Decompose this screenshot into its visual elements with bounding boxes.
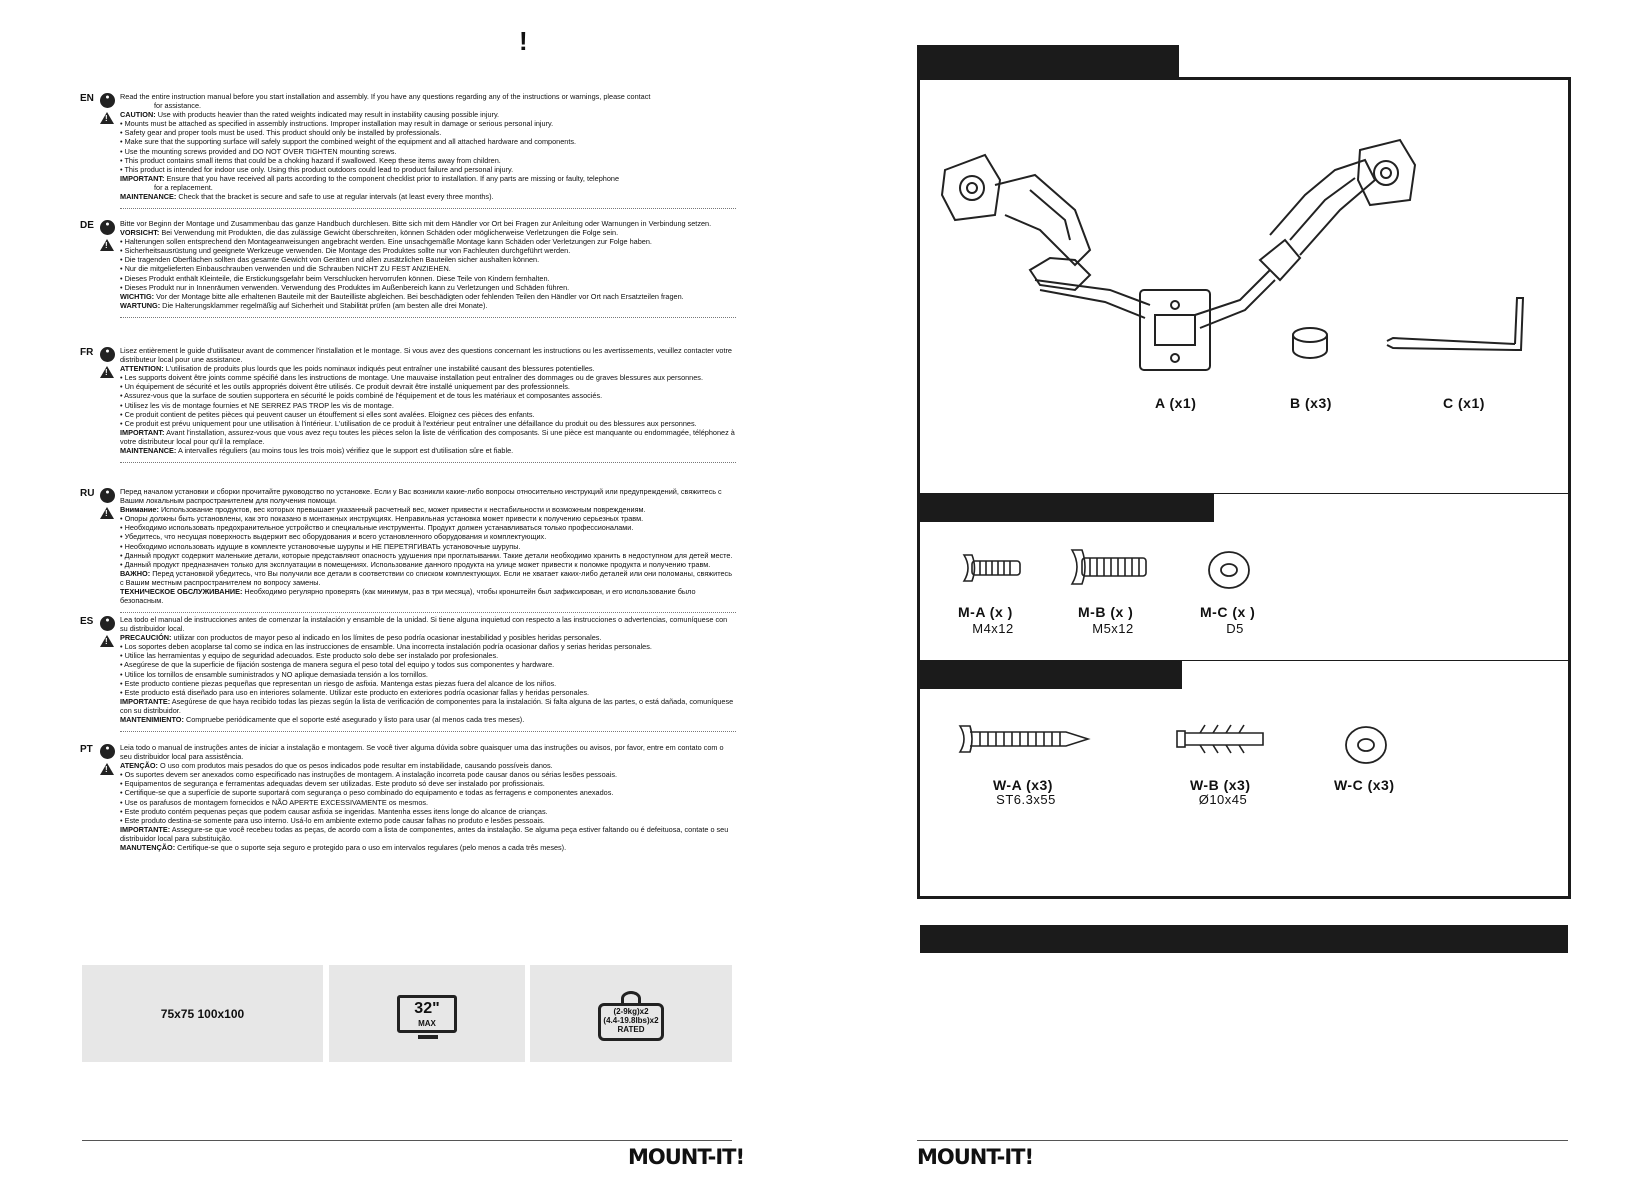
caution-line — [120, 364, 736, 373]
bullet-item: • Данный продукт предназначен только для эксплуатации в помещениях. Использование данного продукта на улице может привести к поломке продукта и получению травм. — [120, 559, 711, 569]
maintenance-text: Check that the bracket is secure and safe to use at regular intervals (at least every three months). — [178, 192, 494, 202]
language-code: EN — [80, 93, 94, 104]
bullet-item: • Ce produit contient de petites pièces qui peuvent causer un étouffement si elles sont avalées. Eloignez ces pièces des enfants. — [120, 409, 535, 419]
spec-vesa — [82, 965, 323, 1062]
maintenance-line — [120, 587, 736, 605]
maintenance-label: ТЕХНИЧЕСКОЕ ОБСЛУЖИВАНИЕ: — [120, 587, 243, 597]
intro-text: Перед началом установки и сборки прочитайте руководство по установке. Если у Вас возникли какие-либо вопросы относительно инструкций или предупреждений, свяжитесь с Вашим локальным распространителем для получения помощи. — [120, 487, 722, 506]
intro-text: Leia todo o manual de instruções antes de iniciar a instalação e montagem. Se você tiver alguma dúvida sobre quaisquer uma das instruções ou avisos, por favor, entre em contato com o seu distribuidor local para assistência. — [120, 743, 724, 762]
caution-text: Use with products heavier than the rated weights indicated may result in instability causing possible injury. — [157, 110, 500, 120]
bullet-item: • Un équipement de sécurité et les outils appropriés doivent être utilisés. Ce produit devrait être installé uniquement par des professionnels. — [120, 382, 570, 392]
bullet-item: • Sicherheitsausrüstung und geeignete Werkzeuge verwenden. Die Montage des Produktes sollte nur von Fachleuten durchgeführt werden. — [120, 246, 571, 256]
important-text: Avant l'installation, assurez-vous que vous avez reçu toutes les pièces selon la liste de vérification des composants. Si une pièce est manquante ou endommagée, téléphonez à votre distributeur local pour qu'il la remplace. — [120, 427, 735, 446]
language-code: RU — [80, 488, 95, 499]
maintenance-text: A intervalles réguliers (au moins tous les trois mois) vérifiez que le support est d'utilisation sûre et fiable. — [177, 446, 514, 456]
bullet-item: • This product contains small items that could be a choking hazard if swallowed. Keep these items away from children. — [120, 155, 501, 165]
wall-hardware-header-bar — [920, 660, 1182, 689]
important-line — [120, 174, 736, 183]
bullet-item: • Опоры должны быть установлены, как это показано в монтажных инструкциях. Неправильная установка может привести к получению серьезных травм. — [120, 514, 644, 524]
globe-icon: ● — [100, 347, 115, 362]
maintenance-label: MANUTENÇÃO: — [120, 843, 176, 853]
intro-continued: for assistance. — [154, 101, 202, 111]
globe-icon: ● — [100, 744, 115, 759]
bullet-item: • Необходимо использовать предохранительное устройство и специальные инструменты. Продукт должен устанавливаться только профессионалами. — [120, 523, 634, 533]
bullet-item: • Mounts must be attached as specified in assembly instructions. Improper installation may result in damage or serious personal injury. — [120, 119, 554, 129]
bullet-item: • Данный продукт содержит маленькие детали, которые представляют опасность удушения при проглатывании. Такие детали необходимо хранить в недоступном для детей месте. — [120, 550, 733, 560]
maintenance-label: MANTENIMIENTO: — [120, 715, 184, 725]
important-continued: for a replacement. — [154, 182, 213, 192]
caution-line — [120, 633, 736, 642]
warning-triangle-icon — [100, 763, 114, 775]
bullet-item: • Este producto contiene piezas pequeñas que representan un riesgo de asfixia. Mantenga estas piezas fuera del alcance de los niños. — [120, 678, 557, 688]
caution-text: O uso com produtos mais pesados do que os pesos indicados pode resultar em instabilidade, causando possíveis danos. — [160, 761, 553, 771]
bullet-item: • Utilisez les vis de montage fournies et NE SERREZ PAS TROP les vis de montage. — [120, 400, 394, 410]
maintenance-line — [120, 715, 736, 724]
section-divider — [120, 612, 736, 613]
lag-bolt-icon — [958, 724, 1090, 754]
monitor-icon — [397, 995, 457, 1033]
section-ru — [80, 487, 736, 605]
bullet-item: • Los soportes deben acoplarse tal como se indica en las instrucciones de ensamble. Una incorrecta instalación podría ocasionar daños y serias heridas personales. — [120, 642, 652, 652]
section-es — [80, 615, 736, 724]
important-label: IMPORTANTE: — [120, 824, 171, 834]
bullet-item: • Необходимо использовать идущие в комплекте установочные шурупы и НЕ ПЕРЕТЯГИВАТЬ установочные шурупы. — [120, 541, 521, 551]
maintenance-line — [120, 192, 736, 201]
part-size: M4x12 — [972, 621, 1014, 636]
part-size: M5x12 — [1092, 621, 1134, 636]
footer-divider-left — [82, 1140, 732, 1141]
language-code: FR — [80, 347, 94, 358]
language-code: DE — [80, 220, 94, 231]
section-divider — [120, 462, 736, 463]
important-text: Перед установкой убедитесь, что Вы получили все детали в соответствии со списком комплектующих. Если не хватает каких-либо деталей или они поломаны, свяжитесь с Вашим местным распространителем по вопросу замены. — [120, 568, 733, 587]
important-text: Assegure-se que você recebeu todas as peças, de acordo com a lista de componentes, antes da instalação. Se alguma peça estiver faltando ou é defeituosa, contate o seu distribuidor local para substituição. — [120, 824, 729, 843]
bullet-item: • Este produto contém pequenas peças que podem causar asfixia se ingeridas. Mantenha esses itens longe do alcance de crianças. — [120, 806, 548, 816]
globe-icon: ● — [100, 488, 115, 503]
section-body — [120, 743, 736, 852]
maintenance-label: MAINTENANCE: — [120, 446, 177, 456]
important-label: IMPORTANT: — [120, 173, 165, 183]
language-code: ES — [80, 616, 94, 627]
caution-text: utilizar con productos de mayor peso al indicado en los límites de peso podría ocasionar inestabilidad y posibles heridas personales. — [173, 633, 602, 643]
bullet-item: • Make sure that the supporting surface will safely support the combined weight of the equipment and all attached hardware and components. — [120, 137, 577, 147]
section-en — [80, 92, 736, 201]
important-label: ВАЖНО: — [120, 568, 151, 578]
intro-text: Bitte vor Beginn der Montage und Zusammenbau das ganze Handbuch durchlesen. Bitte sich mit dem Händler vor Ort bei Fragen zur Anleitung oder Warnungen in Verbindung setzen. — [120, 219, 712, 228]
important-line — [120, 825, 736, 843]
bullet-item: • Este produto destina-se somente para uso interno. Usá-lo em ambiente externo pode causar falhas no produto e lesões pessoais. — [120, 815, 545, 825]
screen-size-value: 32" — [414, 999, 440, 1017]
bullet-item: • Use the mounting screws provided and DO NOT OVER TIGHTEN mounting screws. — [120, 146, 397, 156]
part-label: M-A (x ) — [958, 604, 1013, 620]
bullet-item: • Este producto está diseñado para uso en interiores solamente. Utilizar este producto en exteriores podría ocasionar fallas y heridas personales. — [120, 687, 590, 697]
dual-arm-mount-illustration — [940, 140, 1430, 380]
important-label: IMPORTANT: — [120, 427, 165, 437]
globe-icon: ● — [100, 616, 115, 631]
important-label: IMPORTANTE: — [120, 696, 171, 706]
important-line — [120, 292, 736, 301]
maintenance-text: Compruebe periódicamente que el soporte esté asegurado y listo para usar (al menos cada tres meses). — [185, 715, 525, 725]
caution-label: Внимание: — [120, 505, 159, 515]
bullet-item: • Safety gear and proper tools must be used. This product should only be installed by professionals. — [120, 128, 442, 138]
caution-line — [120, 110, 736, 119]
part-label: C (x1) — [1443, 395, 1485, 411]
warning-triangle-icon — [100, 239, 114, 251]
part-label: W-C (x3) — [1334, 777, 1395, 793]
bullet-item: • Utilice las herramientas y equipo de seguridad adecuados. Este producto solo debe ser instalado por profesionales. — [120, 651, 499, 661]
part-size: D5 — [1226, 621, 1244, 636]
important-text: Ensure that you have received all parts according to the component checklist prior to installation. If any parts are missing or faulty, telephone — [166, 173, 619, 183]
section-de — [80, 219, 736, 310]
caution-line — [120, 228, 736, 237]
footer-divider-right — [917, 1140, 1568, 1141]
intro-text: Lisez entièrement le guide d'utilisateur avant de commencer l'installation et le montage. Si vous avez des questions concernant les instructions ou les avertissements, veuillez contacter votre distributeur local pour une assistance. — [120, 346, 732, 365]
globe-icon: ● — [100, 93, 115, 108]
section-body — [120, 346, 736, 455]
caution-label: CAUTION: — [120, 110, 156, 120]
section-divider — [120, 317, 736, 318]
caution-text: L'utilisation de produits plus lourds que les poids nominaux indiqués peut entraîner une instabilité causant des blessures potentielles. — [165, 364, 595, 374]
bullet-item: • Equipamentos de segurança e ferramentas adequadas devem ser utilizadas. Este produto só deve ser instalado por profissionais. — [120, 779, 545, 789]
maintenance-line — [120, 446, 736, 455]
bullet-item: • Certifique-se que a superfície de suporte suportará com segurança o peso combinado do equipamento e todas as ferragens e componentes anexados. — [120, 788, 614, 798]
bullet-item: • Utilice los tornillos de ensamble suministrados y NO aplique demasiada tensión a los tornillos. — [120, 669, 428, 679]
brand-logo-right: MOUNT-IT! — [917, 1145, 1034, 1169]
bullet-item: • Nur die mitgelieferten Einbauschrauben verwenden und die Schrauben NICHT ZU FEST ANZIEHEN. — [120, 264, 451, 274]
part-size: ST6.3x55 — [996, 792, 1056, 807]
vesa-value: 75x75 100x100 — [160, 1006, 245, 1021]
monitor-hardware-header-bar — [920, 493, 1214, 522]
spec-weight — [530, 965, 732, 1062]
caution-label: ATENÇÃO: — [120, 761, 158, 771]
bottom-header-bar — [920, 925, 1568, 953]
bullet-item: • Os suportes devem ser anexados como especificado nas instruções de montagem. A instalação incorreta pode causar danos ou sérias lesões pessoais. — [120, 770, 617, 780]
caution-text: Bei Verwendung mit Produkten, die das zulässige Gewicht überschreiten, können Schäden oder möglicherweise Verletzungen die Folge sein. — [161, 228, 619, 238]
section-body — [120, 615, 736, 724]
bullet-item: • Убедитесь, что несущая поверхность выдержит вес оборудования и всего установленного оборудования и комплектующих. — [120, 532, 547, 542]
weight-icon — [596, 993, 666, 1034]
weight-kg: (2-9kg)x2 — [613, 1007, 649, 1016]
weight-rated: RATED — [617, 1025, 645, 1034]
part-label: W-A (x3) — [993, 777, 1053, 793]
maintenance-line — [120, 301, 736, 310]
bullet-item: • Les supports doivent être joints comme spécifié dans les instructions de montage. Une mauvaise installation peut entraîner des dommages ou de graves blessures aux personnes. — [120, 373, 703, 383]
globe-icon: ● — [100, 220, 115, 235]
language-code: PT — [80, 744, 93, 755]
intro-text: Read the entire instruction manual before you start installation and assembly. If you have any questions regarding any of the instructions or warnings, please contact — [120, 92, 651, 101]
important-line — [120, 569, 736, 587]
caution-line — [120, 761, 736, 770]
warning-triangle-icon — [100, 635, 114, 647]
warning-triangle-icon — [100, 112, 114, 124]
weight-lbs: (4.4-19.8lbs)x2 — [603, 1016, 659, 1025]
maintenance-line — [120, 843, 736, 852]
hex-key-icon — [1385, 296, 1530, 356]
caution-label: PRECAUCIÓN: — [120, 633, 172, 643]
washer-wall-icon — [1344, 725, 1388, 765]
important-line — [120, 428, 736, 446]
maintenance-label: MAINTENANCE: — [120, 192, 177, 202]
section-body — [120, 92, 736, 201]
important-line — [120, 697, 736, 715]
intro-text: Lea todo el manual de instrucciones antes de comenzar la instalación y ensamble de la unidad. Si tiene alguna inquietud con respecto a las instrucciones o advertencias, comuníquese con su distribuidor local. — [120, 615, 728, 634]
section-body — [120, 219, 736, 310]
important-text: Vor der Montage bitte alle erhaltenen Bauteile mit der Bauteilliste abgleichen. Bei beschädigten oder fehlenden Teilen den Händler vor Ort nach Ersatzteilen fragen. — [156, 291, 684, 301]
caution-text: Использование продуктов, вес которых превышает указанный расчетный вес, может привести к нестабильности и возможным повреждениям. — [160, 505, 646, 515]
warning-triangle-icon — [100, 507, 114, 519]
brand-logo-left: MOUNT-IT! — [628, 1145, 745, 1169]
part-label: B (x3) — [1290, 395, 1332, 411]
part-label: W-B (x3) — [1190, 777, 1251, 793]
section-divider — [120, 208, 736, 209]
maintenance-label: WARTUNG: — [120, 300, 161, 310]
caution-label: VORSICHT: — [120, 228, 160, 238]
part-label: M-B (x ) — [1078, 604, 1134, 620]
section-pt — [80, 743, 736, 852]
maintenance-text: Необходимо регулярно проверять (как минимум, раз в три месяца), чтобы кронштейн был зафиксирован, и его использование было безопасным. — [120, 587, 696, 606]
parts-header-bar — [917, 45, 1179, 77]
section-body — [120, 487, 736, 605]
spacer-icon — [1290, 325, 1330, 361]
bullet-item: • Asegúrese de que la superficie de fijación sostenga de manera segura el peso total del equipo y todos sus componentes y hardware. — [120, 660, 555, 670]
part-size: Ø10x45 — [1198, 792, 1248, 807]
part-label: A (x1) — [1155, 395, 1197, 411]
part-label: M-C (x ) — [1200, 604, 1256, 620]
warning-triangle-icon — [100, 366, 114, 378]
bullet-item: • Dieses Produkt enthält Kleinteile, die Erstickungsgefahr beim Verschlucken hervorrufen können. Diese Teile von Kindern fernhalten. — [120, 273, 550, 283]
maintenance-text: Certifique-se que o suporte seja seguro e protegido para o uso em intervalos regulares (pelo menos a cada três meses). — [177, 843, 567, 853]
important-text: Asegúrese de que haya recibido todas las piezas según la lista de verificación de componentes para la instalación. Si falta alguna de las partes, o está dañada, comuníquese con su distribuidor. — [120, 696, 734, 715]
bullet-item: • This product is intended for indoor use only. Using this product outdoors could lead to product failure and personal injury. — [120, 164, 514, 174]
bullet-item: • Use os parafusos de montagem fornecidos e NÃO APERTE EXCESSIVAMENTE os mesmos. — [120, 797, 429, 807]
caution-line — [120, 505, 736, 514]
caution-label: ATTENTION: — [120, 364, 164, 374]
washer-d5-icon — [1207, 550, 1251, 590]
wall-anchor-icon — [1175, 723, 1267, 755]
bullet-item: • Assurez-vous que la surface de soutien supportera en sécurité le poids combiné de l'équipement et de tous les matériaux et composantes associés. — [120, 391, 603, 401]
screw-m4-icon — [962, 553, 1024, 583]
maintenance-text: Die Halterungsklammer regelmäßig auf Sicherheit und Stabilität prüfen (am besten alle drei Monate). — [162, 300, 488, 310]
warning-heading: ! — [519, 26, 528, 56]
section-divider — [120, 731, 736, 732]
screen-size-label: MAX — [418, 1018, 436, 1028]
spec-screen-size — [329, 965, 525, 1062]
section-fr — [80, 346, 736, 455]
important-label: WICHTIG: — [120, 291, 155, 301]
bullet-item: • Ce produit est prévu uniquement pour une utilisation à l'intérieur. L'utilisation de ce produit à l'extérieur peut entraîner une défaillance du produit ou des blessures aux personnes. — [120, 418, 697, 428]
bullet-item: • Die tragenden Oberflächen sollten das gesamte Gewicht von Geräten und allen zusätzlichen Bauteilen sicher aushalten können. — [120, 255, 540, 265]
bullet-item: • Dieses Produkt nur in Innenräumen verwenden. Verwendung des Produktes im Außenbereich kann zu Verletzungen und Schäden führen. — [120, 282, 570, 292]
screw-m5-icon — [1070, 548, 1150, 586]
bullet-item: • Halterungen sollen entsprechend den Montageanweisungen angebracht werden. Eine unsachgemäße Montage kann Schäden oder Verletzungen zur Folge haben. — [120, 237, 652, 247]
